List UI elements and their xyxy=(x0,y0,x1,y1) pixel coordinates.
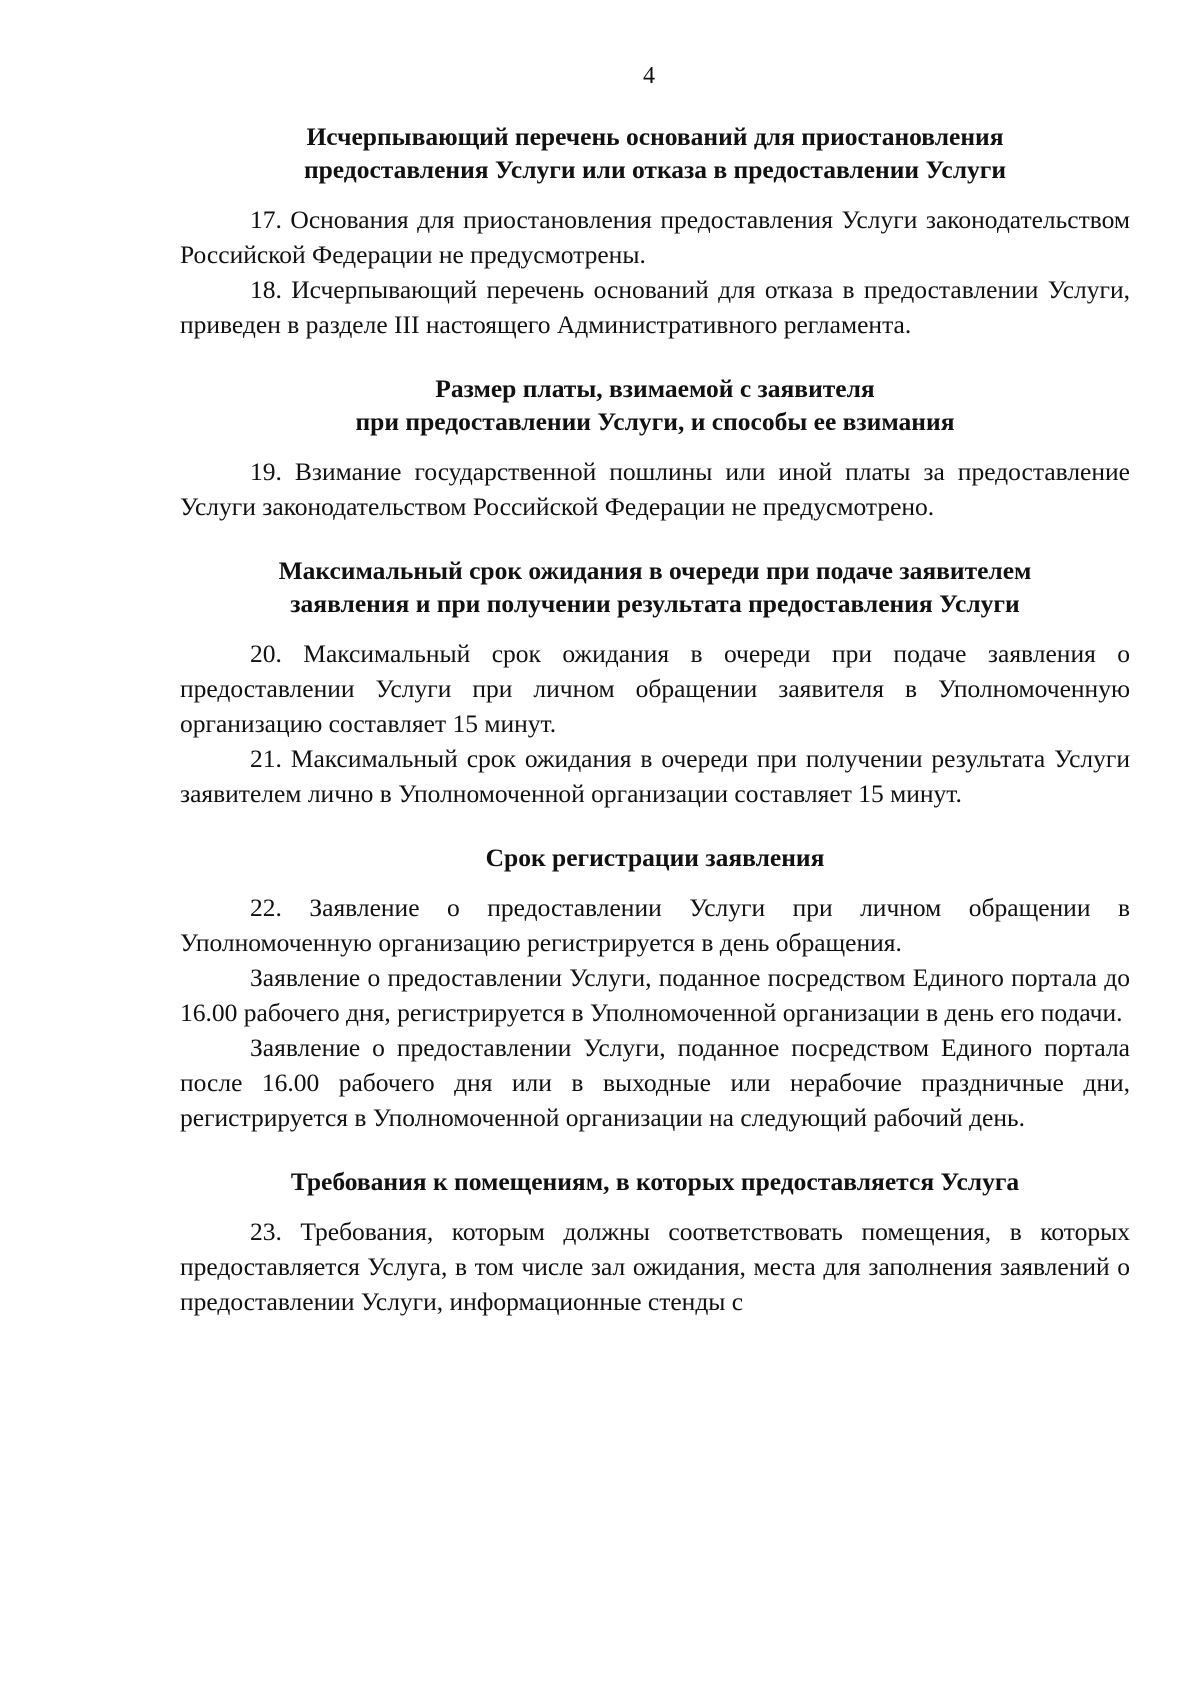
heading-line: Срок регистрации заявления xyxy=(485,843,825,872)
paragraph-23: 23. Требования, которым должны соответствовать помещения, в которых предоставляется Услуга, в том числе зал ожидания, места для заполнения заявлений о предоставлении Услуги, информационные стенды с xyxy=(180,1217,1130,1316)
paragraph-19: 19. Взимание государственной пошлины или иной платы за предоставление Услуги законодательством Российской Федерации не предусмотрено. xyxy=(180,457,1130,521)
paragraph-17: 17. Основания для приостановления предоставления Услуги законодательством Российской Федерации не предусмотрены. xyxy=(180,205,1130,269)
section-premises xyxy=(180,1165,1130,1319)
heading-line: Требования к помещениям, в которых предоставляется Услуга xyxy=(290,1167,1020,1196)
section-heading xyxy=(180,372,1130,438)
paragraph-21: 21. Максимальный срок ожидания в очереди при получении результата Услуги заявителем лично в Уполномоченной организации составляет 15 минут. xyxy=(180,744,1130,808)
page-number: 4 xyxy=(643,63,655,89)
section-heading xyxy=(180,554,1130,620)
paragraph-20: 20. Максимальный срок ожидания в очереди при подаче заявления о предоставлении Услуги при личном обращении заявителя в Уполномоченную организацию составляет 15 минут. xyxy=(180,639,1130,738)
paragraph-22-portal-after: Заявление о предоставлении Услуги, поданное посредством Единого портала после 16.00 рабочего дня или в выходные или нерабочие праздничные дни, регистрируется в Уполномоченной организации на следующий рабочий день. xyxy=(180,1033,1130,1132)
heading-line: Исчерпывающий перечень оснований для приостановления xyxy=(306,122,1004,151)
heading-line: при предоставлении Услуги, и способы ее взимания xyxy=(355,407,955,436)
section-fee xyxy=(180,372,1130,524)
section-heading xyxy=(180,1165,1130,1198)
heading-line: заявления и при получении результата предоставления Услуги xyxy=(290,589,1020,618)
section-heading xyxy=(180,120,1130,186)
section-registration xyxy=(180,841,1130,1135)
paragraph-22-portal-before: Заявление о предоставлении Услуги, поданное посредством Единого портала до 16.00 рабочего дня, регистрируется в Уполномоченной организации в день его подачи. xyxy=(180,963,1130,1027)
heading-line: Размер платы, взимаемой с заявителя xyxy=(435,374,875,403)
heading-line: предоставления Услуги или отказа в предоставлении Услуги xyxy=(303,155,1007,184)
section-heading xyxy=(180,841,1130,874)
heading-line: Максимальный срок ожидания в очереди при подаче заявителем xyxy=(278,556,1032,585)
section-queue-time xyxy=(180,554,1130,811)
document-page xyxy=(180,60,1130,1349)
paragraph-18: 18. Исчерпывающий перечень оснований для отказа в предоставлении Услуги, приведен в разделе III настоящего Административного регламента. xyxy=(180,275,1130,339)
section-suspension-grounds xyxy=(180,120,1130,342)
paragraph-22: 22. Заявление о предоставлении Услуги при личном обращении в Уполномоченную организацию регистрируется в день обращения. xyxy=(180,893,1130,957)
